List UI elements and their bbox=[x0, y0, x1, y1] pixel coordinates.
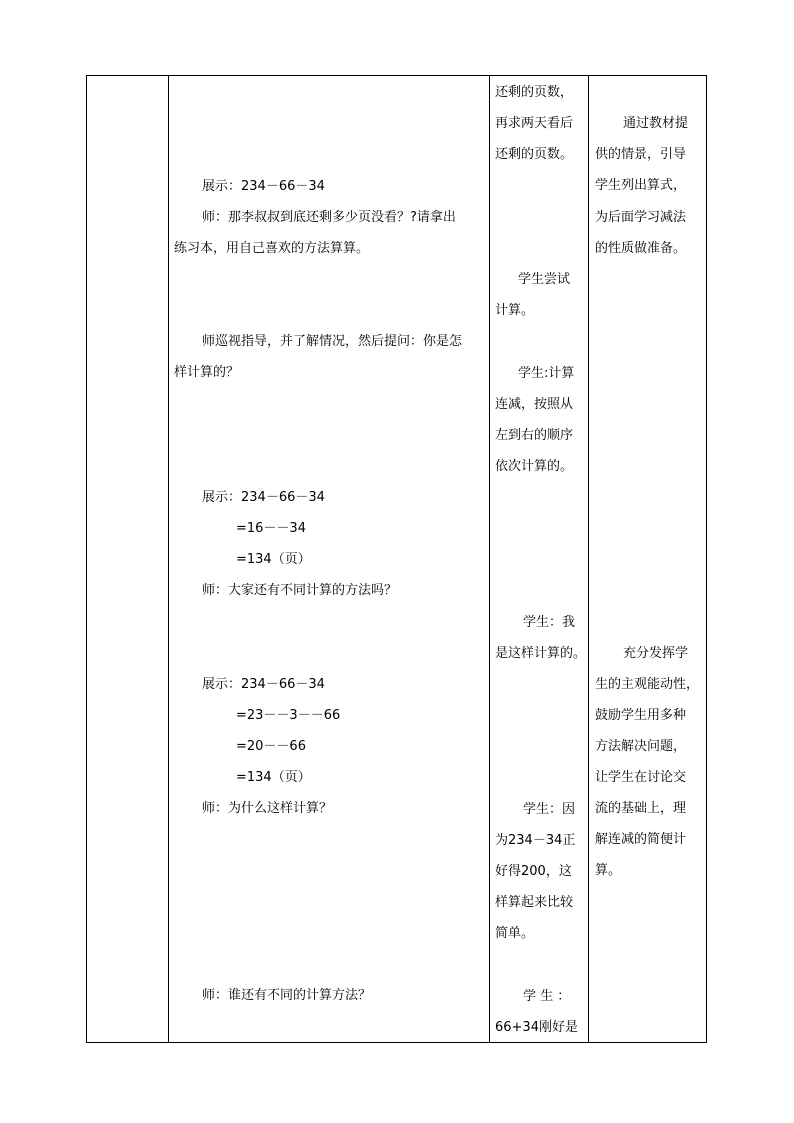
teacher-line: 展示：234－66－34 bbox=[202, 677, 325, 692]
intent-line: 让学生在讨论交 bbox=[595, 770, 687, 785]
intent-line: 流的基础上，理 bbox=[595, 801, 687, 816]
teacher-line: 师：大家还有不同计算的方法吗？ bbox=[202, 583, 398, 598]
intent-line: 的性质做准备。 bbox=[595, 241, 687, 256]
student-line: 连减，按照从 bbox=[495, 397, 574, 412]
student-line: 再求两天看后 bbox=[495, 116, 574, 131]
intent-line: 鼓励学生用多种 bbox=[595, 708, 687, 723]
student-line: 学生:计算 bbox=[518, 366, 575, 381]
intent-line: 学生列出算式， bbox=[595, 178, 687, 193]
teacher-line: 展示：234－66－34 bbox=[202, 490, 325, 505]
student-line: 是这样计算的。 bbox=[495, 646, 587, 661]
teacher-line: 展示：234－66－34 bbox=[202, 179, 325, 194]
column-divider bbox=[489, 76, 490, 1042]
student-line: 计算。 bbox=[495, 303, 535, 318]
student-line: 还剩的页数， bbox=[495, 85, 574, 100]
teacher-line: 师：为什么这样计算？ bbox=[202, 801, 333, 816]
student-line: 简单。 bbox=[495, 926, 535, 941]
student-line: 学生：我 bbox=[523, 615, 576, 630]
teacher-line: 师巡视指导，并了解情况，然后提问：你是怎 bbox=[202, 334, 463, 349]
student-line: 还剩的页数。 bbox=[495, 147, 574, 162]
teacher-line: =134（页） bbox=[236, 770, 311, 785]
teacher-line: 师：那李叔叔到底还剩多少页没看？?请拿出 bbox=[202, 210, 456, 225]
teacher-line: =16－－34 bbox=[236, 521, 306, 536]
intent-line: 供的情景，引导 bbox=[595, 147, 687, 162]
intent-line: 充分发挥学 bbox=[623, 646, 689, 661]
teacher-line: =23－－3－－66 bbox=[236, 708, 341, 723]
teacher-line: =20－－66 bbox=[236, 739, 306, 754]
student-line: 为234－34正 bbox=[495, 833, 576, 848]
student-line: 左到右的顺序 bbox=[495, 428, 574, 443]
teacher-line: =134（页） bbox=[236, 552, 311, 567]
teacher-line: 练习本，用自己喜欢的方法算算。 bbox=[174, 241, 370, 256]
column-divider bbox=[168, 76, 169, 1042]
intent-line: 算。 bbox=[595, 863, 622, 878]
column-divider bbox=[588, 76, 589, 1042]
student-line: 学 生 ： bbox=[523, 989, 571, 1004]
student-line: 好得200，这 bbox=[495, 864, 572, 879]
intent-line: 为后面学习减法 bbox=[595, 210, 687, 225]
teacher-line: 样计算的？ bbox=[174, 365, 240, 380]
student-line: 依次计算的。 bbox=[495, 459, 574, 474]
student-line: 66+34刚好是 bbox=[495, 1020, 578, 1035]
student-line: 样算起来比较 bbox=[495, 895, 574, 910]
student-line: 学生：因 bbox=[523, 802, 576, 817]
intent-line: 解连减的简便计 bbox=[595, 832, 687, 847]
teacher-line: 师：谁还有不同的计算方法？ bbox=[202, 988, 372, 1003]
student-line: 学生尝试 bbox=[518, 272, 571, 287]
intent-line: 生的主观能动性， bbox=[595, 677, 700, 692]
intent-line: 方法解决问题， bbox=[595, 739, 687, 754]
intent-line: 通过教材提 bbox=[623, 116, 689, 131]
